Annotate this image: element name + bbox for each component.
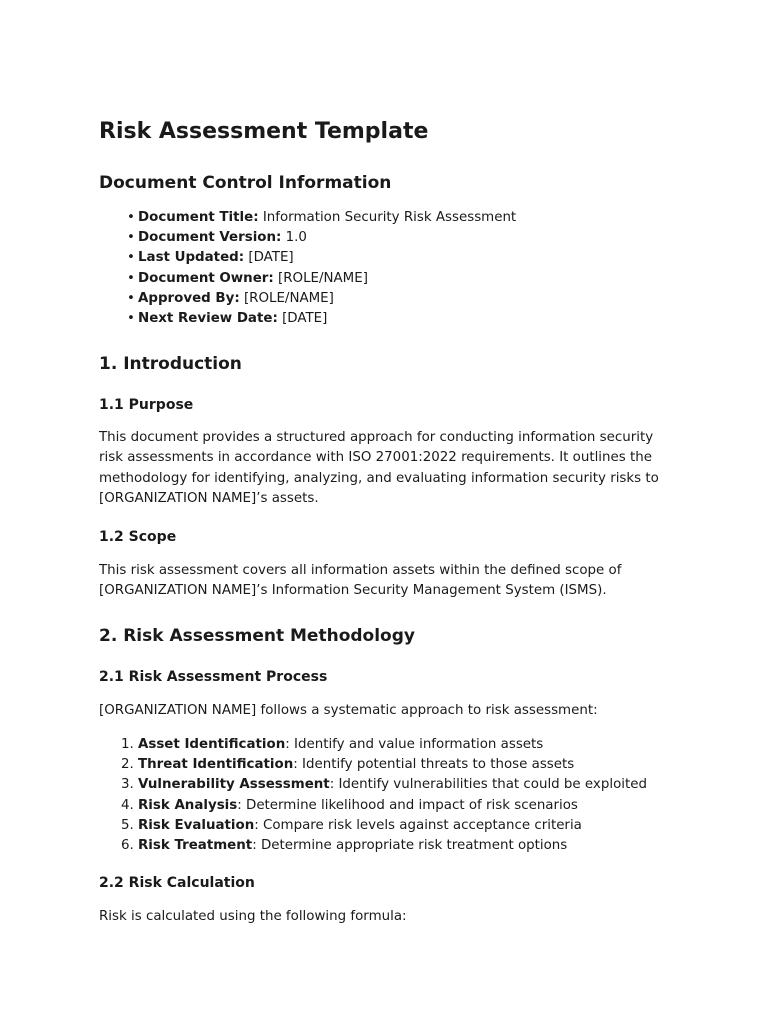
calculation-intro: Risk is calculated using the following formula: [99,909,407,924]
step-description: : Identify potential threats to those assets [293,757,575,773]
list-item-value: [ROLE/NAME] [273,270,368,286]
subsection-heading-calculation: 2.2 Risk Calculation [99,875,255,891]
list-item-label: Document Owner: [138,270,274,286]
scope-paragraph: This risk assessment covers all information assets within the defined scope of [ORGANIZATION NAME]’s Information Security Management System (ISMS). [99,563,622,599]
bullet-icon: • [127,210,135,225]
step-label: Risk Evaluation [138,817,255,833]
page-title: Risk Assessment Template [99,119,429,144]
document-control-list [127,208,516,329]
list-item [127,269,516,289]
bullet-icon: • [127,270,135,286]
section-heading-methodology: 2. Risk Assessment Methodology [99,626,415,646]
bullet-icon: • [127,230,135,246]
step-description: : Determine likelihood and impact of risk scenarios [237,797,578,813]
process-steps-list [121,735,647,856]
step-number: 2. [121,757,134,773]
list-item-label: Document Version: [138,230,282,246]
section-heading-document-control: Document Control Information [99,173,392,193]
list-item [127,228,516,248]
list-item [127,309,516,329]
step-label: Risk Treatment [138,838,253,854]
list-item [121,735,647,755]
step-number: 1. [121,737,134,752]
step-number: 5. [121,817,134,833]
subsection-heading-scope: 1.2 Scope [99,529,177,545]
list-item [121,796,647,816]
subsection-heading-purpose: 1.1 Purpose [99,397,194,413]
list-item [121,816,647,836]
list-item-value: [DATE] [244,250,294,266]
list-item-label: Document Title: [138,210,259,225]
list-item [121,836,647,856]
step-number: 4. [121,797,134,813]
subsection-heading-process: 2.1 Risk Assessment Process [99,669,328,685]
list-item-label: Approved By: [138,290,240,306]
step-label: Risk Analysis [138,797,238,813]
section-heading-introduction: 1. Introduction [99,354,242,374]
list-item-value: 1.0 [281,230,307,246]
process-intro: [ORGANIZATION NAME] follows a systematic approach to risk assessment: [99,703,598,718]
step-label: Vulnerability Assessment [138,777,330,793]
list-item-value: [DATE] [277,311,328,327]
list-item-value: [ROLE/NAME] [239,290,334,306]
step-label: Threat Identification [138,757,294,773]
step-description: : Identify and value information assets [285,737,544,752]
list-item [127,208,516,228]
list-item [121,755,647,775]
list-item-label: Last Updated: [138,250,245,266]
step-label: Asset Identification [138,737,286,752]
step-number: 6. [121,838,134,854]
purpose-paragraph: This document provides a structured approach for conducting information security risk assessments in accordance with ISO 27001:2022 requirements. It outlines the methodology for identifying, analyzing, and evaluating information security risks to [ORGANIZATION NAME]’s assets. [99,430,659,506]
list-item [127,289,516,309]
list-item [121,775,647,795]
bullet-icon: • [127,250,135,266]
step-number: 3. [121,777,134,793]
step-description: : Identify vulnerabilities that could be exploited [329,777,647,793]
list-item-label: Next Review Date: [138,311,278,327]
list-item [127,248,516,268]
step-description: : Determine appropriate risk treatment options [252,838,568,854]
bullet-icon: • [127,290,135,306]
step-description: : Compare risk levels against acceptance criteria [254,817,582,833]
bullet-icon: • [127,311,135,327]
list-item-value: Information Security Risk Assessment [258,210,517,225]
